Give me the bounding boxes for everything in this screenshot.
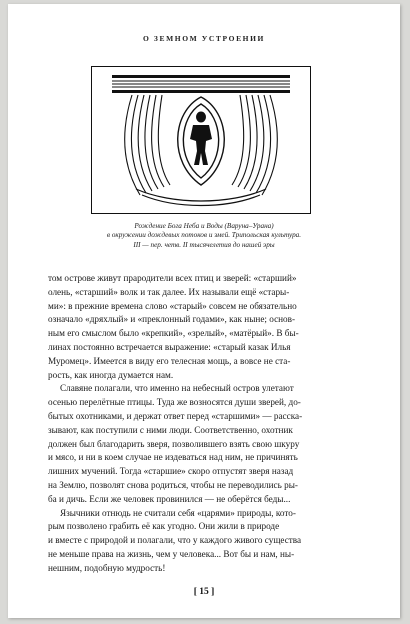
body-text bbox=[48, 272, 356, 576]
body-line: том острове живут прародители всех птиц и зверей: «старший» bbox=[48, 273, 297, 283]
body-line: и мясо, и ни в коем случае не издеваться над ним, не причинять bbox=[48, 452, 298, 463]
body-line: нешним, подобную мудрость! bbox=[48, 562, 166, 573]
caption-line: Рождение Бога Неба и Воды (Варуна–Урана) bbox=[134, 222, 274, 230]
illustration-frame bbox=[91, 66, 311, 214]
body-line: рость, как иногда думается нам. bbox=[48, 369, 174, 380]
body-line: не меньше права на жизнь, чем у человека... Вот бы и нам, ны- bbox=[48, 548, 295, 559]
caption-line: III — пер. четв. II тысячелетия до нашей эры bbox=[133, 240, 275, 249]
body-line: бытых охотниками, и держат ответ перед «старшими» — расска- bbox=[48, 410, 303, 421]
body-line: на Землю, позволят снова родиться, чтобы не переводились ры- bbox=[48, 479, 298, 490]
body-line: олень, «старший» волк и так далее. Их называли ещё «стары- bbox=[48, 286, 290, 297]
book-page bbox=[8, 4, 400, 618]
body-line: ми»: в прежние времена слово «старый» совсем не обязательно bbox=[48, 300, 297, 311]
body-line: должен был благодарить зверя, позволившего взять свою шкуру bbox=[48, 438, 300, 449]
body-line: ба и дичь. Если же человек провинился — не оберётся беды... bbox=[48, 493, 291, 504]
body-line: зывают, как поступили с ними люди. Соответственно, охотник bbox=[48, 424, 293, 435]
figure-caption bbox=[38, 222, 370, 250]
caption-line: в окружении дождевых потоков и змей. Трипольская культура. bbox=[106, 231, 302, 240]
body-line: осенью перелётные птицы. Туда же возносятся души зверей, до- bbox=[48, 397, 301, 408]
body-line: лишних мучений. Тогда «старшие» скоро отпустят зверя назад bbox=[48, 466, 294, 477]
body-line: означало «дряхлый» и «преклонный годами», как ныне; основ- bbox=[48, 314, 296, 325]
page-number: [ 15 ] bbox=[193, 587, 215, 597]
body-line: ным его смыслом было «крепкий», «зрелый», «матёрый». В бы- bbox=[48, 328, 299, 339]
running-head: О ЗЕМНОМ УСТРОЕНИИ bbox=[143, 34, 265, 43]
body-line: линах постоянно встречается выражение: «старый казак Илья bbox=[48, 341, 291, 352]
body-line: Муромец». Имеется в виду его телесная мощь, а вовсе не ста- bbox=[48, 355, 291, 366]
trypillia-ornament-illustration bbox=[92, 67, 310, 213]
paragraph-first-line: Язычники отнюдь не считали себя «царями» природы, кото- bbox=[60, 507, 296, 518]
body-line: рым позволено грабить её как угодно. Они жили в природе bbox=[48, 521, 280, 532]
body-line: и вместе с природой и полагали, что у каждого живого существа bbox=[48, 535, 302, 546]
paragraph-first-line: Славяне полагали, что именно на небесный остров улетают bbox=[60, 383, 294, 394]
